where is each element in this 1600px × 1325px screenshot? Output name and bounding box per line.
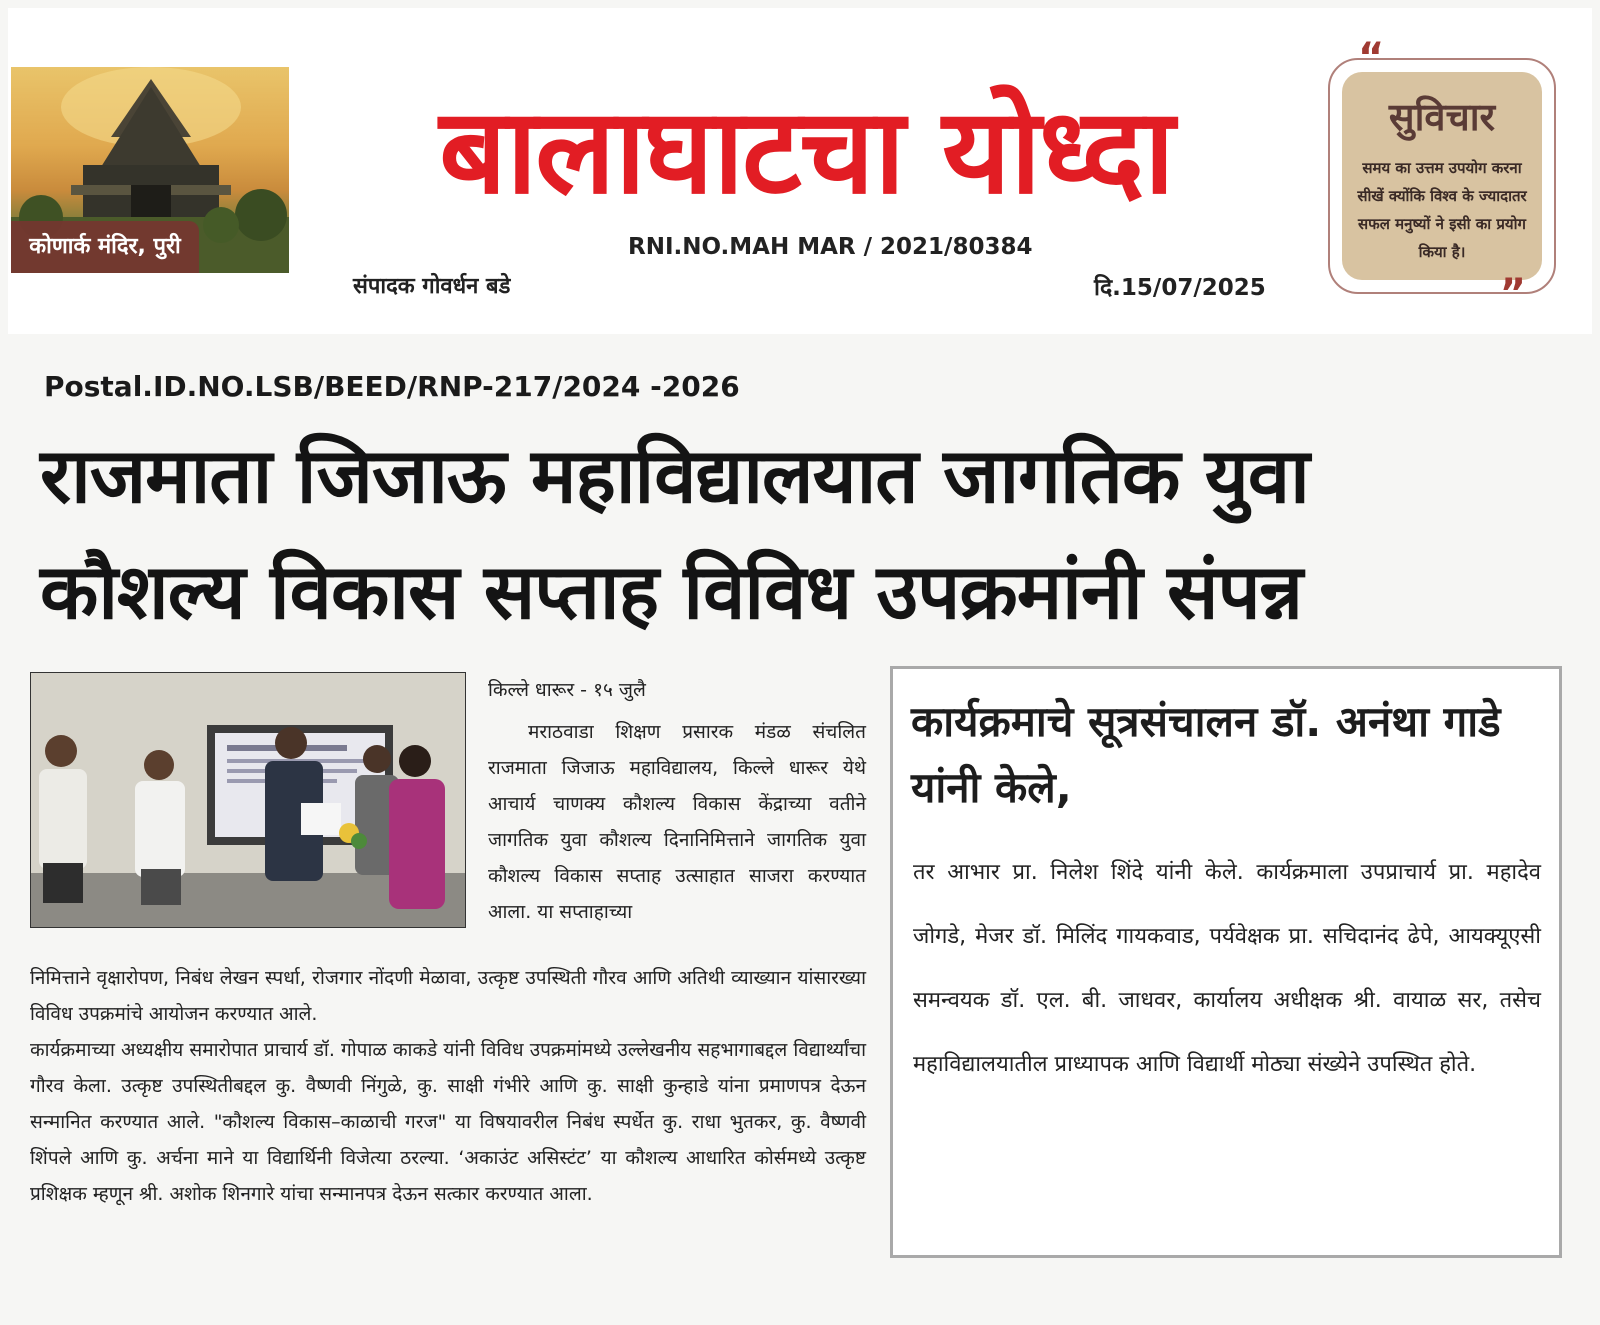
article-paragraph-1: मराठवाडा शिक्षण प्रसारक मंडळ संचलित राजमाता जिजाऊ महाविद्यालय, किल्ले धारूर येथे आचार्य चाणक्य कौशल्य विकास केंद्राच्या वतीने जागतिक युवा कौशल्य दिनानिमित्ताने जागतिक युवा कौशल्य विकास सप्ताह उत्साहात साजरा करण्यात आला. या सप्ताहाच्या (488, 721, 866, 923)
headline-line-2: कौशल्य विकास सप्ताह विविध उपक्रमांनी संपन्न (40, 547, 1303, 636)
temple-caption: कोणार्क मंदिर, पुरी (11, 221, 199, 273)
rni-number: RNI.NO.MAH MAR / 2021/80384 (628, 234, 1033, 260)
article-dateline: किल्ले धारूर - १५ जुलै (488, 679, 646, 701)
article-paragraph-2: कार्यक्रमाच्या अध्यक्षीय समारोपात प्राचार्य डॉ. गोपाळ काकडे यांनी विविध उपक्रमांमध्ये उल्लेखनीय सहभागाबद्दल विद्यार्थ्यांचा गौरव केला. उत्कृष्ट उपस्थितीबद्दल कु. वैष्णवी निंगुळे, कु. साक्षी गंभीरे आणि कु. साक्षी कुन्हाडे यांना प्रमाणपत्र देऊन सन्मानित करण्यात आले. "कौशल्य विकास–काळाची गरज" या विषयावरील निबंध स्पर्धेत कु. राधा भुतकर, कु. वैष्णवी शिंपले आणि कु. अर्चना माने या विद्यार्थिनी विजेत्या ठरल्या. ‘अकाउंट असिस्टंट’ या कौशल्य आधारित कोर्समध्ये उत्कृष्ट प्रशिक्षक म्हणून श्री. अशोक शिनगारे यांचा सन्मानपत्र देऊन सत्कार करण्यात आला. (30, 1039, 866, 1205)
quote-text: समय का उत्तम उपयोग करना सीखें क्योंकि विश्व के ज्यादातर सफल मनुष्यों ने इसी का प्रयोग किया है। (1357, 159, 1527, 261)
masthead (8, 8, 1592, 334)
issue-date: दि.15/07/2025 (1094, 275, 1266, 301)
quote-box (1328, 35, 1556, 317)
open-quote-icon: “ (1358, 35, 1385, 81)
side-box-text: तर आभार प्रा. निलेश शिंदे यांनी केले. कार्यक्रमाला उपप्राचार्य प्रा. महादेव जोगडे, मेजर डॉ. मिलिंद गायकवाड, पर्यवेक्षक प्रा. सचिदानंद ढेपे, आयक्यूएसी समन्वयक डॉ. एल. बी. जाधवर, कार्यालय अधीक्षक श्री. वायाळ सर, तसेच महाविद्यालयातील प्राध्यापक आणि विद्यार्थी मोठ्या संख्येने उपस्थित होते. (913, 860, 1541, 1077)
event-photo (30, 672, 466, 928)
postal-id: Postal.ID.NO.LSB/BEED/RNP-217/2024 -2026 (44, 370, 740, 403)
quote-title: सुविचार (1388, 95, 1496, 139)
quote-panel (1342, 72, 1542, 280)
close-quote-icon: ” (1499, 271, 1526, 317)
article-paragraph-1-continued: निमित्ताने वृक्षारोपण, निबंध लेखन स्पर्धा, रोजगार नोंदणी मेळावा, उत्कृष्ट उपस्थिती गौरव आणि अतिथी व्याख्यान यांसारख्या विविध उपक्रमांचे आयोजन करण्यात आले. (30, 967, 866, 1025)
event-photo-illustration (31, 673, 465, 927)
newspaper-title: बालाघाटचा योध्दा (439, 82, 1173, 220)
headline-line-1: राजमाता जिजाऊ महाविद्यालयात जागतिक युवा (40, 431, 1309, 520)
temple-photo (11, 67, 289, 273)
editor-name: संपादक गोवर्धन बडे (353, 274, 511, 299)
side-box (890, 666, 1562, 1258)
article-continued (30, 960, 866, 1212)
headline (40, 418, 1570, 650)
side-box-title: कार्यक्रमाचे सूत्रसंचालन डॉ. अनंथा गाडे यांनी केले, (911, 697, 1501, 812)
